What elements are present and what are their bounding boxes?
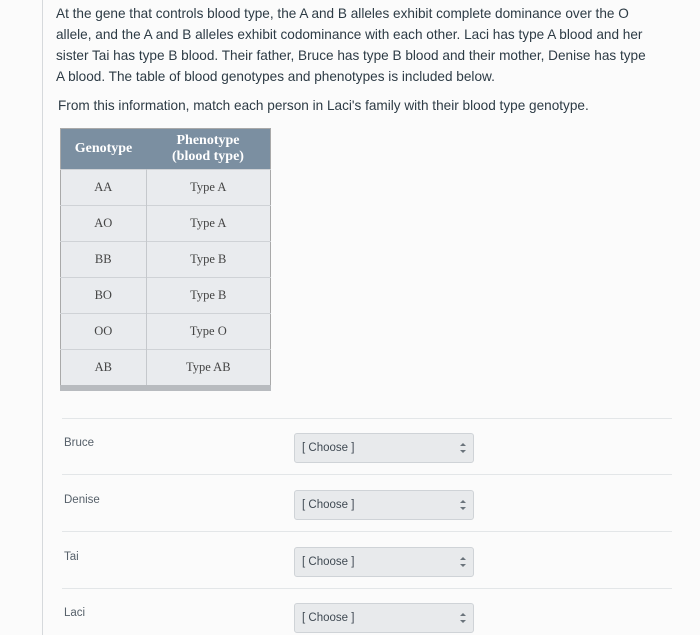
genotype-cell: OO — [61, 314, 147, 350]
match-label-bruce: Bruce — [64, 437, 95, 449]
table-header-row — [61, 129, 271, 170]
match-label-laci: Laci — [64, 607, 86, 619]
up-down-chevron-icon — [459, 610, 467, 626]
select-value: [ Choose ] — [302, 612, 355, 624]
match-label-tai: Tai — [64, 551, 79, 563]
select-value: [ Choose ] — [302, 499, 355, 511]
match-divider — [62, 418, 672, 419]
table-row — [61, 278, 271, 314]
table-row — [61, 350, 271, 389]
table-row — [61, 206, 271, 242]
phenotype-cell: Type A — [146, 206, 271, 242]
phenotype-cell: Type AB — [146, 350, 271, 389]
table-row — [61, 242, 271, 278]
header-phenotype — [146, 129, 271, 170]
genotype-cell: AO — [61, 206, 147, 242]
up-down-chevron-icon — [459, 440, 467, 456]
genotype-cell: AB — [61, 350, 147, 389]
match-divider — [62, 588, 672, 589]
match-divider — [62, 531, 672, 532]
genotype-cell: BO — [61, 278, 147, 314]
table-row — [61, 314, 271, 350]
left-border-line — [42, 0, 43, 635]
select-value: [ Choose ] — [302, 556, 355, 568]
genotype-select-denise[interactable] — [294, 490, 474, 520]
phenotype-cell: Type A — [146, 170, 271, 206]
phenotype-cell: Type O — [146, 314, 271, 350]
phenotype-cell: Type B — [146, 242, 271, 278]
header-phenotype-text: Phenotype (blood type) — [172, 133, 244, 164]
up-down-chevron-icon — [459, 554, 467, 570]
header-genotype: Genotype — [61, 129, 147, 170]
select-value: [ Choose ] — [302, 442, 355, 454]
phenotype-cell: Type B — [146, 278, 271, 314]
match-label-denise: Denise — [64, 494, 100, 506]
genotype-phenotype-table — [60, 128, 271, 391]
match-divider — [62, 474, 672, 475]
table-row — [61, 170, 271, 206]
genotype-select-bruce[interactable] — [294, 433, 474, 463]
genotype-cell: BB — [61, 242, 147, 278]
genotype-select-tai[interactable] — [294, 547, 474, 577]
up-down-chevron-icon — [459, 497, 467, 513]
genotype-cell: AA — [61, 170, 147, 206]
genotype-select-laci[interactable] — [294, 603, 474, 633]
question-text: At the gene that controls blood type, the A and B alleles exhibit complete dominance over the O allele, and the A and B alleles exhibit codominance with each other. Laci has type A blood and her sister Tai has type B blood. Their father, Bruce has type B blood and their mother, Denise has type A blood. The table of blood genotypes and phenotypes is included below. — [56, 6, 646, 84]
question-prompt: From this information, match each person in Laci's family with their blood type genotype. — [58, 98, 589, 113]
